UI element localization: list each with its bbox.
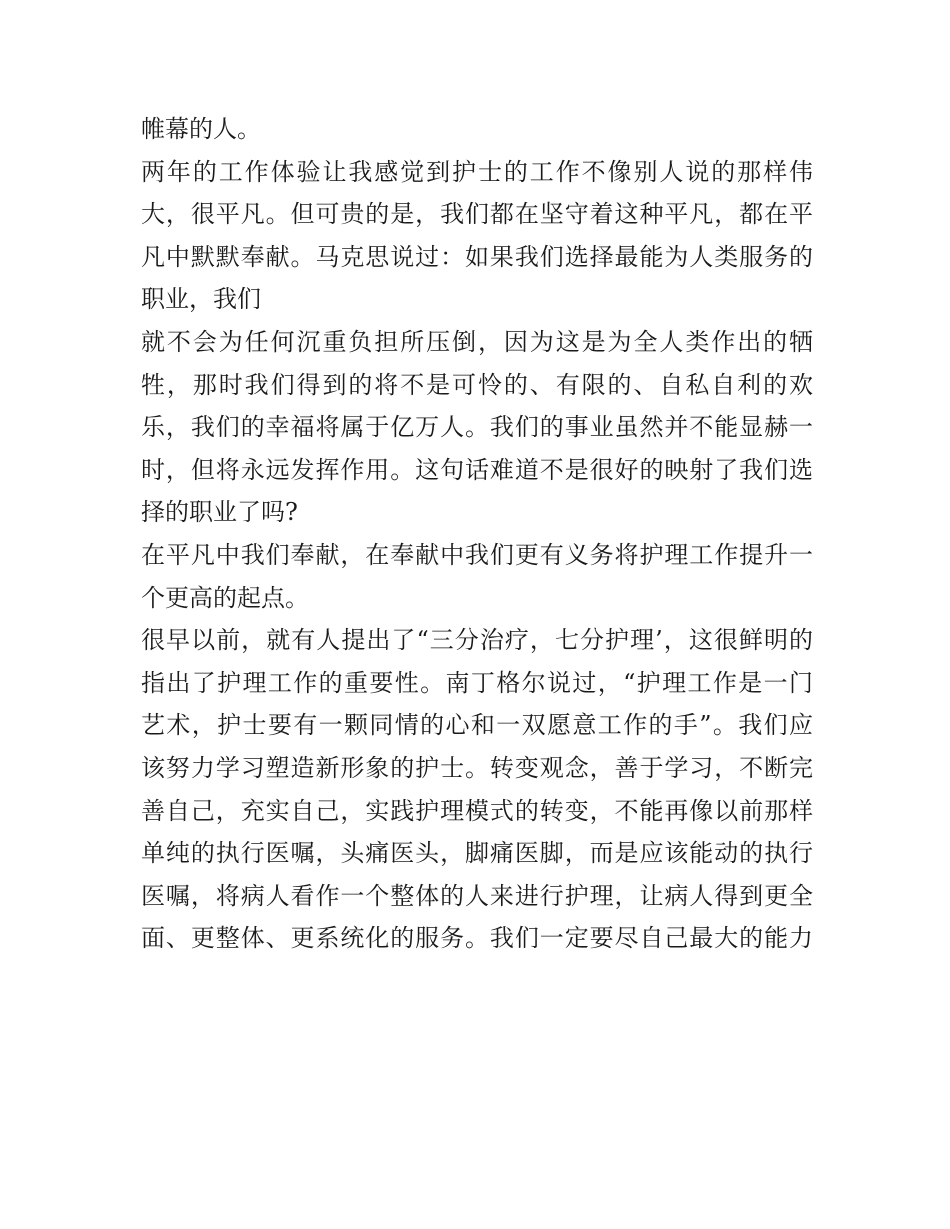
text-line: 择的职业了吗? [141, 498, 298, 527]
text-line: 两年的工作体验让我感觉到护士的工作不像别人说的那样伟 [141, 157, 813, 186]
text-line: 时，但将永远发挥作用。这句话难道不是很好的映射了我们选 [141, 455, 813, 484]
text-line: 乐，我们的幸福将属于亿万人。我们的事业虽然并不能显赫一 [141, 413, 813, 442]
text-line: 面、更整体、更系统化的服务。我们一定要尽自己最大的能力 [141, 924, 813, 953]
body-text [141, 108, 813, 960]
text-line: 很早以前，就有人提出了“三分治疗，七分护理’，这很鲜明的 [141, 626, 813, 655]
text-line: 医嘱，将病人看作一个整体的人来进行护理，让病人得到更全 [141, 881, 813, 910]
text-line: 该努力学习塑造新形象的护士。转变观念，善于学习，不断完 [141, 753, 813, 782]
text-line: 职业，我们 [141, 285, 261, 314]
text-line: 指出了护理工作的重要性。南丁格尔说过，“护理工作是一门 [141, 668, 813, 697]
text-line: 就不会为任何沉重负担所压倒，因为这是为全人类作出的牺 [141, 327, 813, 356]
text-line: 帷幕的人。 [141, 115, 261, 143]
text-line: 单纯的执行医嘱，头痛医头，脚痛医脚，而是应该能动的执行 [141, 839, 813, 868]
text-line: 艺术，护士要有一颗同情的心和一双愿意工作的手”。我们应 [141, 711, 813, 740]
text-line: 牲，那时我们得到的将不是可怜的、有限的、自私自利的欢 [141, 370, 813, 399]
text-line: 大，很平凡。但可贵的是，我们都在坚守着这种平凡，都在平 [141, 200, 813, 229]
text-line: 在平凡中我们奉献，在奉献中我们更有义务将护理工作提升一 [141, 540, 813, 569]
text-line: 凡中默默奉献。马克思说过：如果我们选择最能为人类服务的 [141, 242, 813, 271]
text-line: 个更高的起点。 [141, 583, 309, 612]
text-line: 善自己，充实自己，实践护理模式的转变，不能再像以前那样 [141, 796, 813, 825]
